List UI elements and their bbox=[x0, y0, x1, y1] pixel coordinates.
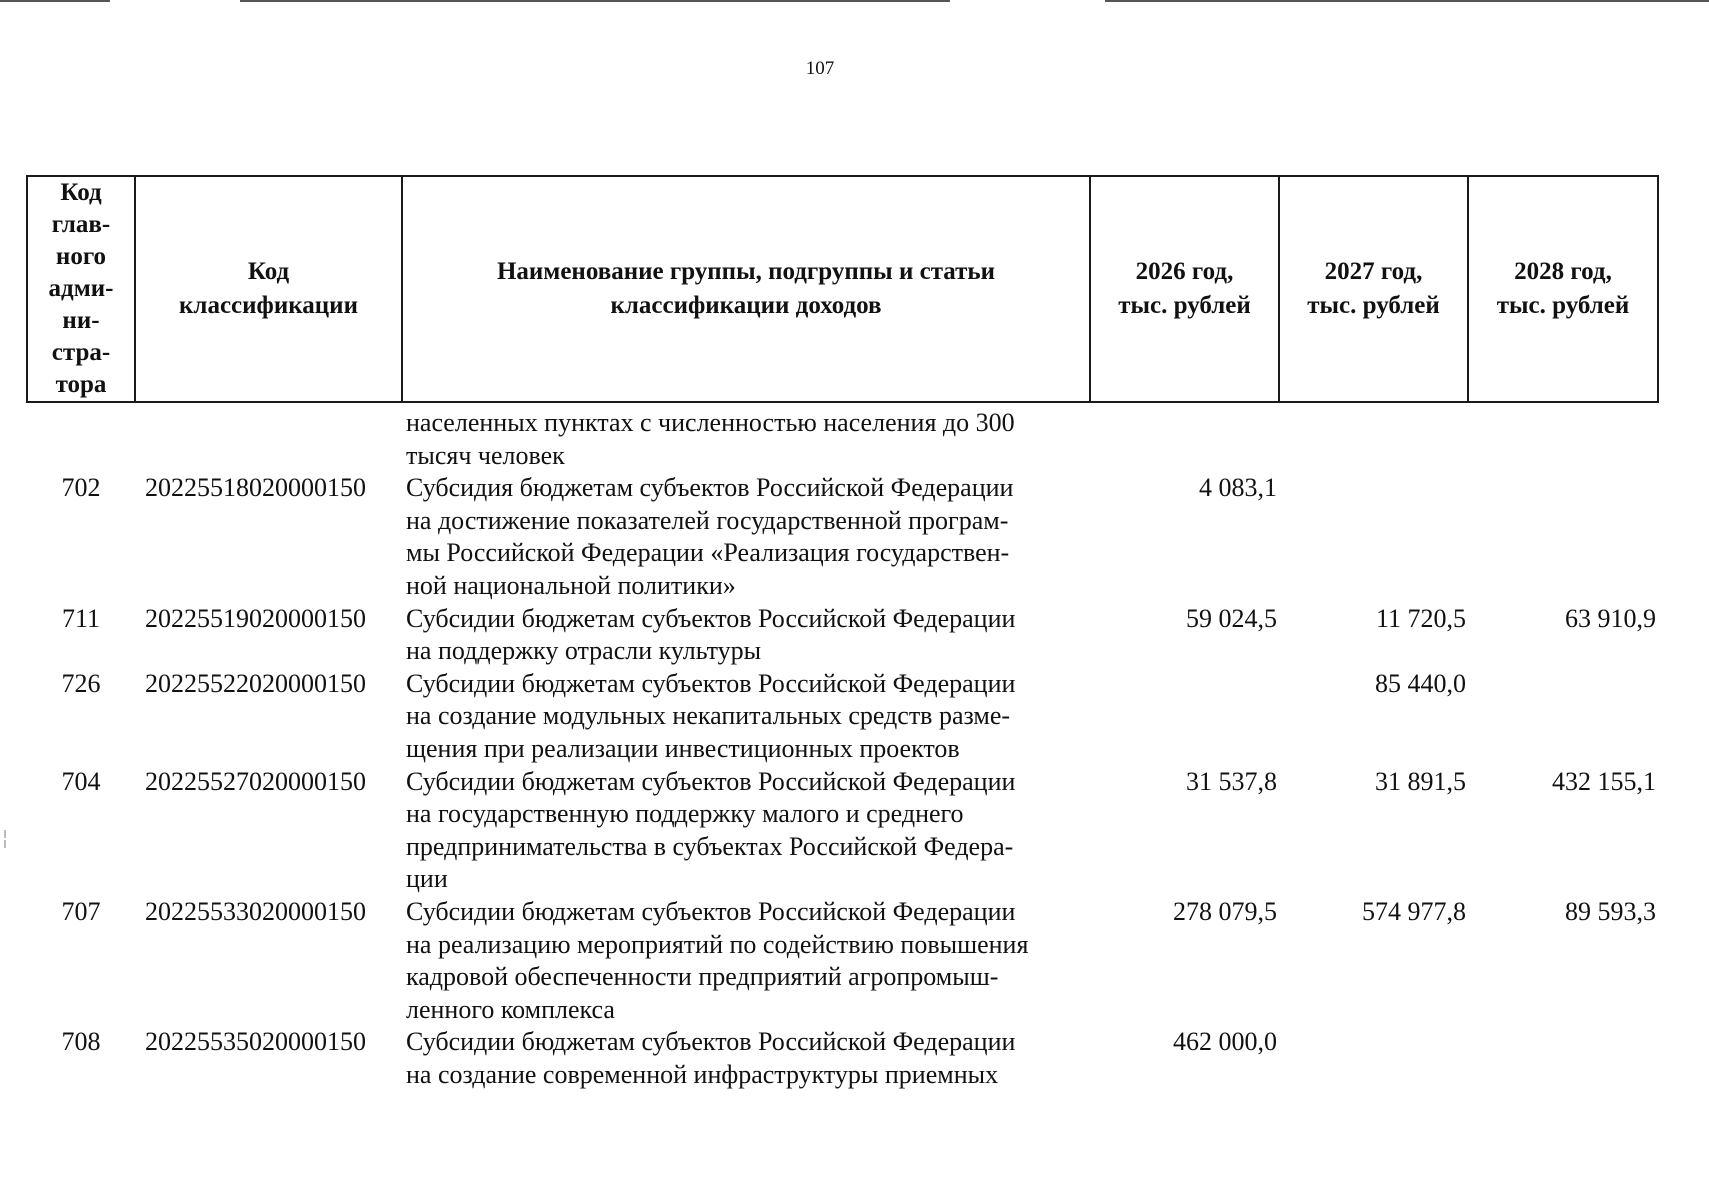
admin-code-cell: 704 bbox=[61, 766, 101, 796]
amount-2026-cell: 31 537,8 bbox=[1186, 766, 1277, 796]
revenue-name-cell bbox=[402, 668, 1090, 766]
cell-line: Код bbox=[60, 179, 102, 206]
revenue-name-cell bbox=[402, 603, 1090, 668]
revenue-table bbox=[26, 175, 1659, 1091]
table-row bbox=[27, 766, 1658, 896]
cell-line: на достижение показателей государственной програм- bbox=[406, 505, 1009, 535]
cell-line: тыс. рублей bbox=[1496, 292, 1630, 319]
table-header-row bbox=[27, 176, 1658, 402]
cell-line: тыс. рублей bbox=[1118, 292, 1251, 319]
header-2028 bbox=[1468, 176, 1658, 402]
cell-line: тыс. рублей bbox=[1307, 292, 1440, 319]
cell-line: Субсидии бюджетам субъектов Российской Федерации bbox=[406, 603, 1016, 633]
cell-line: ции bbox=[406, 864, 448, 894]
cell-line: классификации доходов bbox=[610, 292, 882, 319]
classification-code-cell: 20225533020000150 bbox=[145, 896, 366, 926]
admin-code-cell: 702 bbox=[61, 473, 101, 503]
amount-2028-cell bbox=[1468, 472, 1658, 602]
amount-2027-cell bbox=[1279, 402, 1468, 472]
cell-line: на государственную поддержку малого и среднего bbox=[406, 799, 964, 829]
cell-line: ленного комплекса bbox=[406, 994, 615, 1024]
cell-line: 2027 год, bbox=[1324, 258, 1423, 285]
cell-line: стра- bbox=[51, 339, 111, 366]
admin-code-cell: 711 bbox=[61, 603, 101, 633]
cell-line: Наименование группы, подгруппы и статьи bbox=[496, 258, 996, 285]
amount-2028-cell bbox=[1468, 668, 1658, 766]
admin-code-cell bbox=[27, 402, 135, 472]
amount-2028-cell bbox=[1468, 1026, 1658, 1091]
header-name bbox=[402, 176, 1090, 402]
amount-2026-cell: 462 000,0 bbox=[1173, 1027, 1277, 1057]
admin-code-cell: 708 bbox=[61, 1027, 101, 1057]
page-number: 107 bbox=[805, 58, 835, 79]
cell-line: кадровой обеспеченности предприятий агропромыш- bbox=[406, 962, 999, 992]
revenue-name-cell bbox=[402, 896, 1090, 1026]
amount-2028-cell bbox=[1468, 402, 1658, 472]
classification-code-cell: 20225527020000150 bbox=[145, 766, 366, 796]
cell-line: Субсидии бюджетам субъектов Российской Федерации bbox=[406, 896, 1016, 926]
revenue-name-cell bbox=[402, 402, 1090, 472]
amount-2027-cell: 31 891,5 bbox=[1375, 766, 1466, 796]
amount-2026-cell: 59 024,5 bbox=[1186, 603, 1277, 633]
cell-line: щения при реализации инвестиционных проектов bbox=[406, 733, 960, 763]
amount-2027-cell: 85 440,0 bbox=[1375, 668, 1466, 698]
amount-2026-cell: 278 079,5 bbox=[1173, 896, 1277, 926]
cell-line: предпринимательства в субъектах Российской Федера- bbox=[406, 831, 1014, 861]
amount-2027-cell bbox=[1279, 472, 1468, 602]
cell-line: мы Российской Федерации «Реализация государствен- bbox=[406, 538, 1010, 568]
revenue-name-cell bbox=[402, 472, 1090, 602]
cell-line: классификации bbox=[179, 292, 358, 319]
header-class-code bbox=[135, 176, 402, 402]
table-row bbox=[27, 896, 1658, 1026]
cell-line: на создание модульных некапитальных средств разме- bbox=[406, 701, 1011, 731]
table-row bbox=[27, 668, 1658, 766]
cell-line: тысяч человек bbox=[406, 440, 565, 470]
table-row bbox=[27, 1026, 1658, 1091]
amount-2026-cell bbox=[1090, 402, 1279, 472]
cell-line: ни- bbox=[62, 307, 100, 334]
amount-2027-cell bbox=[1279, 1026, 1468, 1091]
cell-line: Субсидии бюджетам субъектов Российской Федерации bbox=[406, 1027, 1016, 1057]
cell-line: Субсидии бюджетам субъектов Российской Федерации bbox=[406, 766, 1016, 796]
table-row bbox=[27, 603, 1658, 668]
cell-line: адми- bbox=[48, 275, 114, 302]
table-row bbox=[27, 472, 1658, 602]
cell-line: населенных пунктах с численностью населения до 300 bbox=[406, 408, 1015, 437]
amount-2028-cell: 63 910,9 bbox=[1565, 603, 1656, 633]
cell-line: 2026 год, bbox=[1135, 258, 1234, 285]
revenue-name-cell bbox=[402, 1026, 1090, 1091]
cell-line: на поддержку отрасли культуры bbox=[406, 636, 762, 666]
cell-line: ного bbox=[55, 243, 107, 270]
amount-2026-cell: 4 083,1 bbox=[1199, 473, 1277, 503]
table-body bbox=[27, 402, 1658, 1091]
classification-code-cell: 20225522020000150 bbox=[145, 668, 366, 698]
cell-line: на создание современной инфраструктуры приемных bbox=[406, 1059, 999, 1089]
cell-line: на реализацию мероприятий по содействию повышения bbox=[406, 929, 1029, 959]
classification-code-cell bbox=[135, 402, 402, 472]
classification-code-cell: 20225518020000150 bbox=[145, 473, 366, 503]
scan-edge-left bbox=[0, 0, 110, 2]
scan-edge-right bbox=[1105, 0, 1709, 2]
amount-2026-cell bbox=[1090, 668, 1279, 766]
header-admin-code bbox=[27, 176, 135, 402]
revenue-name-cell bbox=[402, 766, 1090, 896]
classification-code-cell: 20225535020000150 bbox=[145, 1027, 366, 1057]
amount-2028-cell: 89 593,3 bbox=[1565, 896, 1656, 926]
cell-line: 2028 год, bbox=[1514, 258, 1612, 285]
amount-2028-cell: 432 155,1 bbox=[1552, 766, 1656, 796]
scan-artifact bbox=[4, 830, 6, 838]
cell-line: ной национальной политики» bbox=[406, 570, 736, 600]
scan-artifact bbox=[4, 840, 6, 848]
amount-2027-cell: 11 720,5 bbox=[1375, 603, 1466, 633]
cell-line: тора bbox=[55, 371, 107, 398]
table-row bbox=[27, 402, 1658, 472]
classification-code-cell: 20225519020000150 bbox=[145, 603, 366, 633]
admin-code-cell: 707 bbox=[61, 896, 101, 926]
cell-line: Субсидия бюджетам субъектов Российской Федерации bbox=[406, 473, 1014, 503]
cell-line: Субсидии бюджетам субъектов Российской Федерации bbox=[406, 668, 1016, 698]
cell-line: глав- bbox=[51, 211, 111, 238]
cell-line: Код bbox=[247, 258, 290, 285]
scan-edge-center bbox=[240, 0, 950, 2]
amount-2027-cell: 574 977,8 bbox=[1362, 896, 1466, 926]
header-2026 bbox=[1090, 176, 1279, 402]
header-2027 bbox=[1279, 176, 1468, 402]
admin-code-cell: 726 bbox=[61, 668, 101, 698]
